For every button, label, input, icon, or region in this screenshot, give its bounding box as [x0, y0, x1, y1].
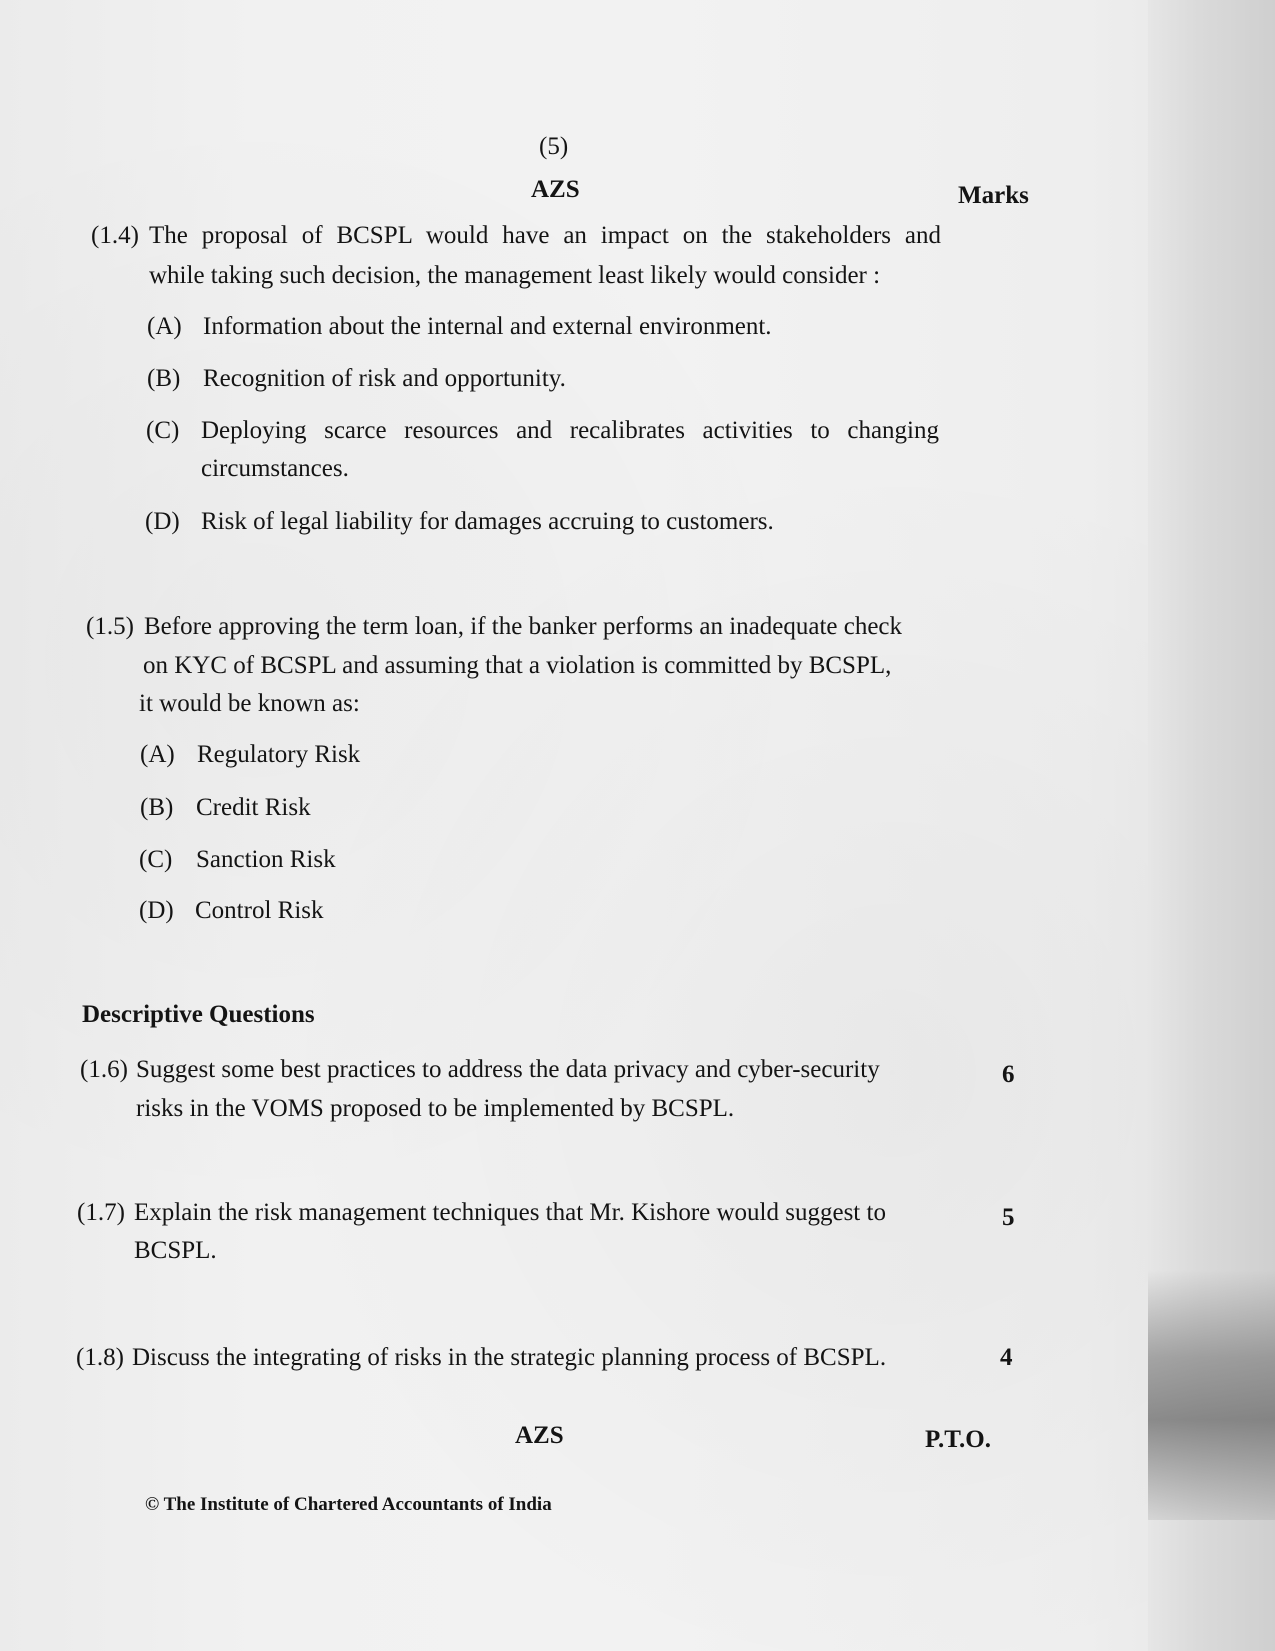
q1-6-line2: risks in the VOMS proposed to be implemented by BCSPL.	[136, 1095, 735, 1122]
q1-7-number: (1.7)	[77, 1199, 125, 1226]
q1-4-line2: while taking such decision, the management least likely would consider :	[149, 262, 881, 289]
q1-4-option-a-letter: (A)	[147, 313, 182, 340]
q1-8-line1: Discuss the integrating of risks in the strategic planning process of BCSPL.	[132, 1344, 887, 1371]
q1-5-line1: Before approving the term loan, if the banker performs an inadequate check	[144, 613, 903, 640]
q1-4-option-b-text: Recognition of risk and opportunity.	[203, 365, 566, 392]
q1-4-option-d-letter: (D)	[145, 508, 180, 535]
q1-8-number: (1.8)	[76, 1344, 124, 1371]
q1-5-option-d-text: Control Risk	[195, 897, 324, 924]
descriptive-heading: Descriptive Questions	[82, 1001, 315, 1028]
q1-5-option-c-letter: (C)	[139, 846, 173, 873]
q1-4-option-c-line2: circumstances.	[201, 455, 349, 482]
q1-5-option-a-letter: (A)	[140, 741, 175, 768]
q1-4-option-c-line1: Deploying scarce resources and recalibrates activities to changing	[201, 417, 939, 444]
q1-8-marks: 4	[1000, 1344, 1013, 1371]
marks-label: Marks	[958, 182, 1029, 209]
q1-6-marks: 6	[1002, 1061, 1015, 1088]
q1-5-line3: it would be known as:	[139, 690, 360, 717]
q1-5-option-c-text: Sanction Risk	[196, 846, 336, 873]
q1-5-option-b-letter: (B)	[140, 794, 174, 821]
header-code: AZS	[531, 176, 580, 203]
q1-4-option-b-letter: (B)	[147, 365, 181, 392]
q1-4-option-d-text: Risk of legal liability for damages accruing to customers.	[201, 508, 774, 535]
q1-5-option-b-text: Credit Risk	[196, 794, 311, 821]
q1-5-number: (1.5)	[86, 613, 134, 640]
footer-code: AZS	[515, 1422, 564, 1449]
pto-label: P.T.O.	[925, 1426, 991, 1453]
q1-4-option-c-letter: (C)	[146, 417, 180, 444]
q1-4-option-a-text: Information about the internal and external environment.	[203, 313, 772, 340]
q1-5-line2: on KYC of BCSPL and assuming that a violation is committed by BCSPL,	[143, 652, 892, 679]
q1-5-option-a-text: Regulatory Risk	[197, 741, 361, 768]
q1-7-line2: BCSPL.	[134, 1237, 217, 1264]
q1-6-line1: Suggest some best practices to address the data privacy and cyber-security	[136, 1056, 880, 1083]
page-number: (5)	[539, 133, 569, 160]
scan-edge-dark-band	[1148, 1270, 1275, 1520]
q1-7-marks: 5	[1002, 1204, 1015, 1231]
copyright-notice: © The Institute of Chartered Accountants of India	[145, 1494, 552, 1515]
q1-4-line1: The proposal of BCSPL would have an impact on the stakeholders and	[149, 222, 941, 249]
q1-6-number: (1.6)	[80, 1056, 128, 1083]
q1-7-line1: Explain the risk management techniques that Mr. Kishore would suggest to	[134, 1199, 886, 1226]
q1-5-option-d-letter: (D)	[139, 897, 174, 924]
q1-4-number: (1.4)	[91, 222, 139, 249]
